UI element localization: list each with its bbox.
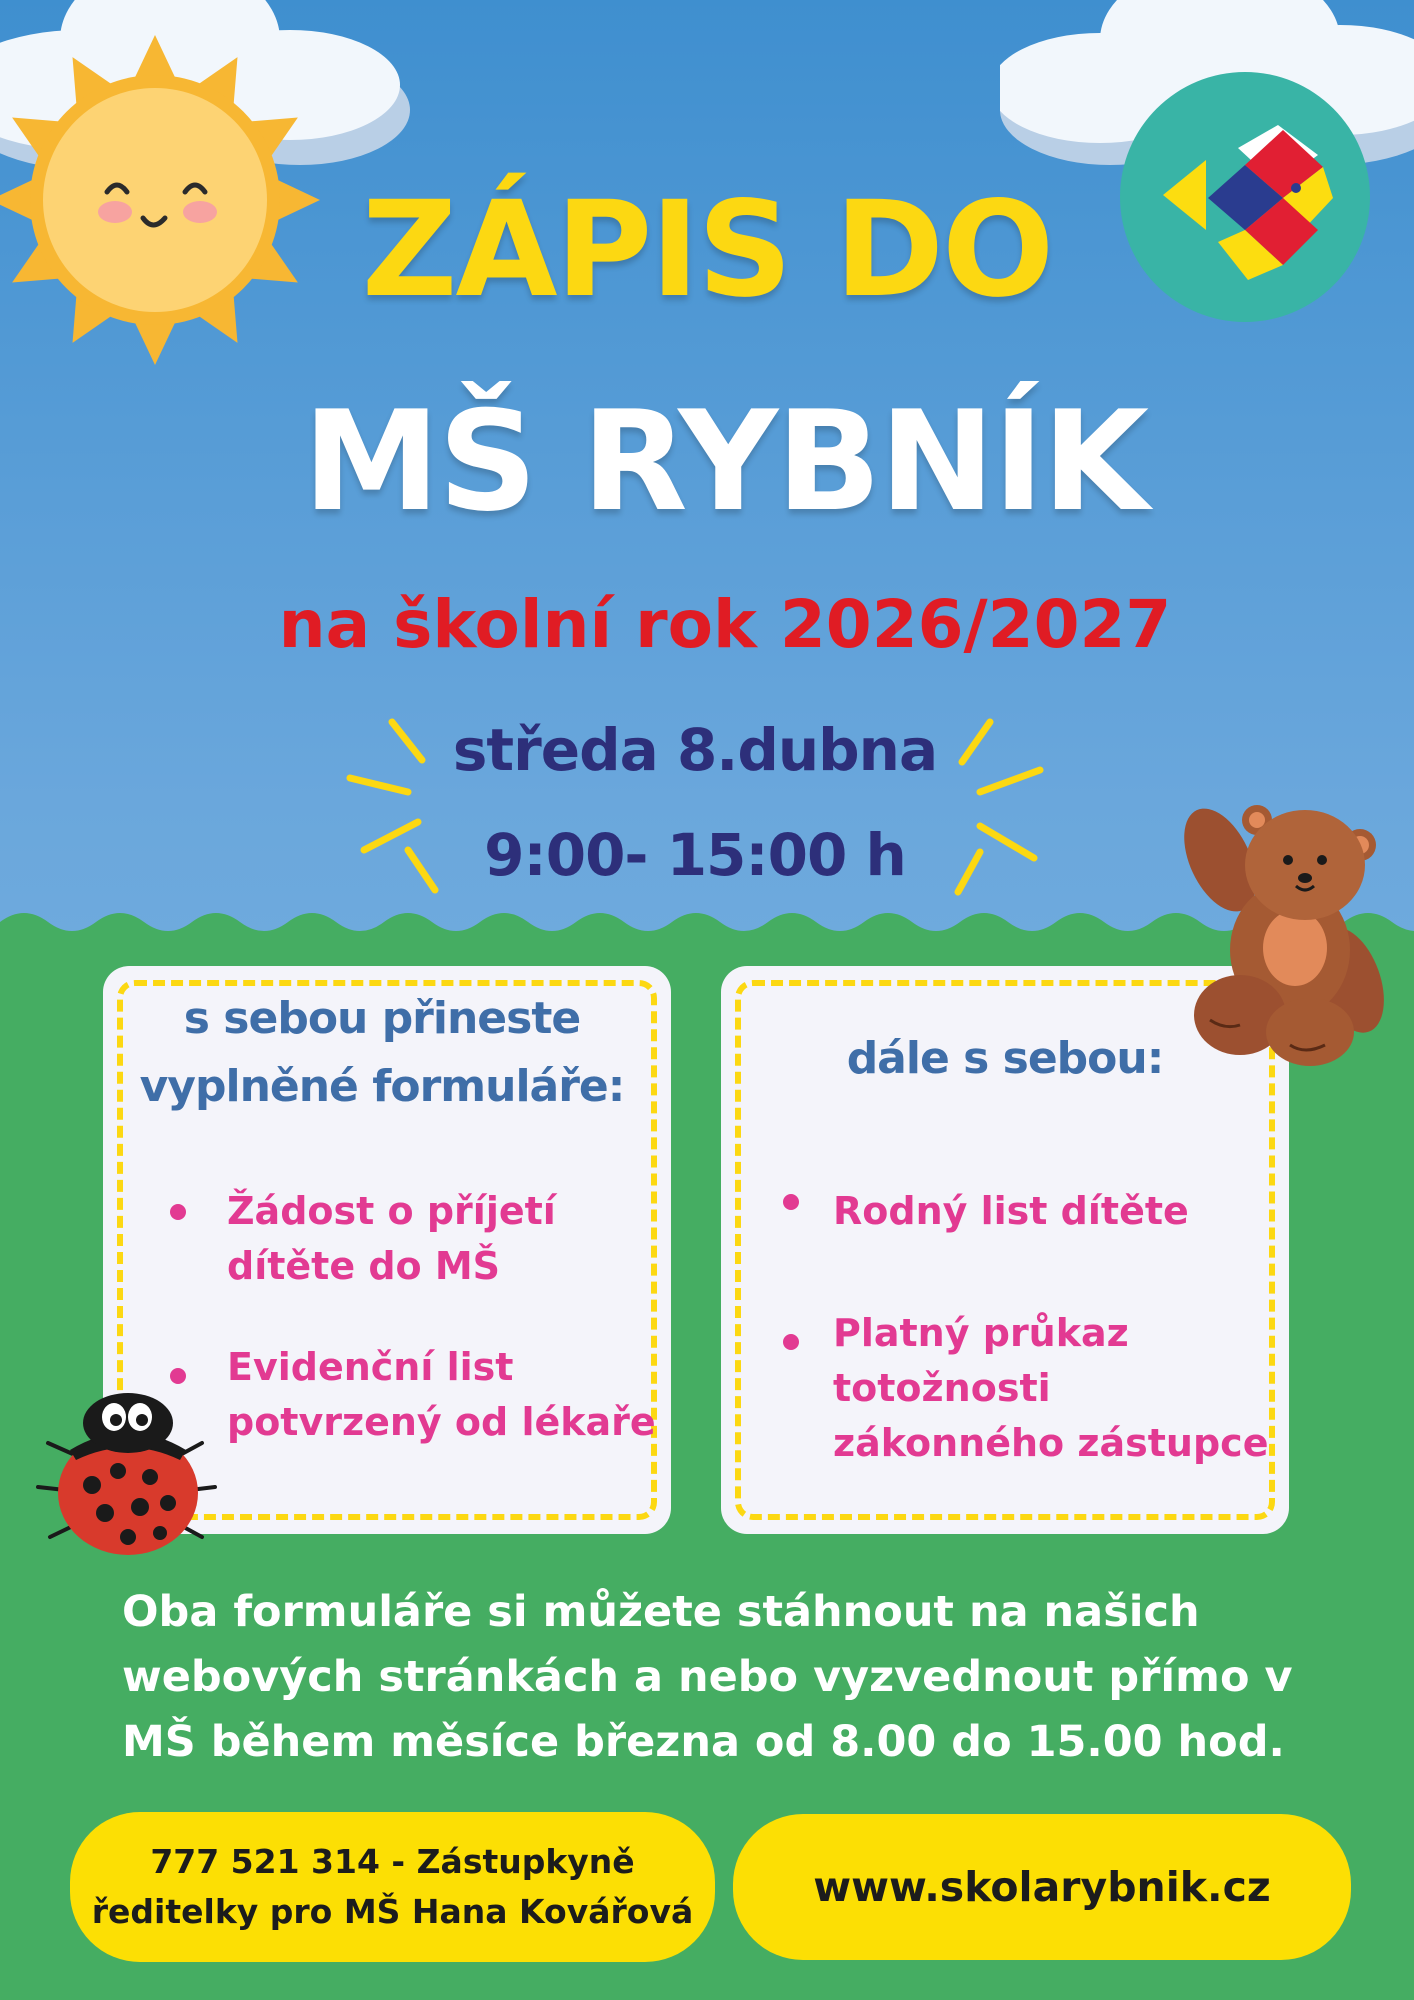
contact-pill bbox=[70, 1812, 715, 1962]
note-line: MŠ během měsíce března od 8.00 do 15.00 hod. bbox=[122, 1717, 1285, 1767]
bullet-icon bbox=[170, 1204, 186, 1220]
list-item bbox=[227, 1184, 556, 1294]
list-item-line: Žádost o příjetí bbox=[227, 1189, 556, 1233]
other-documents-card-title: dále s sebou: bbox=[846, 1033, 1164, 1084]
enrollment-date: středa 8.dubna bbox=[452, 716, 938, 784]
school-year-subtitle: na školní rok 2026/2027 bbox=[278, 586, 1172, 663]
list-item-line: totožnosti bbox=[833, 1366, 1051, 1410]
contact-line: ředitelky pro MŠ Hana Kovářová bbox=[91, 1892, 694, 1931]
list-item-line: potvrzený od lékaře bbox=[227, 1400, 656, 1444]
forms-card-title-line-2: vyplněné formuláře: bbox=[139, 1061, 625, 1112]
download-note bbox=[122, 1580, 1342, 1775]
bullet-icon bbox=[783, 1334, 799, 1350]
list-item-line: zákonného zástupce bbox=[833, 1421, 1269, 1465]
contact-line: 777 521 314 - Zástupkyně bbox=[150, 1842, 635, 1881]
list-item-line: dítěte do MŠ bbox=[227, 1244, 501, 1288]
ladybug-icon bbox=[30, 1385, 220, 1560]
bullet-icon bbox=[783, 1194, 799, 1210]
forms-card-title-line-1: s sebou přineste bbox=[183, 993, 581, 1044]
title-line-1: ZÁPIS DO bbox=[361, 173, 1053, 327]
list-item bbox=[833, 1306, 1268, 1471]
list-item bbox=[227, 1340, 656, 1450]
list-item-line: Evidenční list bbox=[227, 1345, 514, 1389]
bullet-icon bbox=[170, 1368, 186, 1384]
note-line: webových stránkách a nebo vyzvednout přímo v bbox=[122, 1652, 1293, 1702]
note-line: Oba formuláře si můžete stáhnout na našich bbox=[122, 1587, 1200, 1637]
website-link[interactable]: www.skolarybnik.cz bbox=[733, 1814, 1351, 1960]
teddy-bear-icon bbox=[1170, 800, 1400, 1070]
enrollment-time: 9:00- 15:00 h bbox=[484, 821, 906, 889]
title-line-2: MŠ RYBNÍK bbox=[302, 381, 1148, 542]
list-item-line: Rodný list dítěte bbox=[833, 1189, 1189, 1233]
list-item-line: Platný průkaz bbox=[833, 1311, 1129, 1355]
list-item bbox=[833, 1184, 1189, 1239]
